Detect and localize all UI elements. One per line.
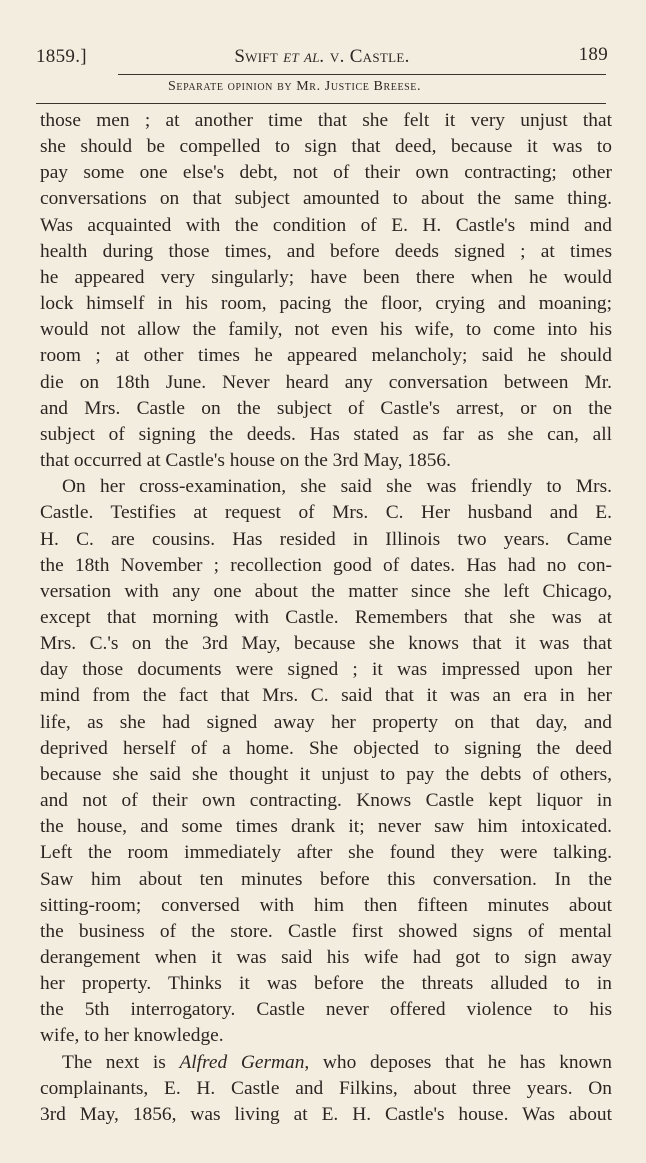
text-line: Was acquainted with the condition of E. H. Castle's mind and <box>40 214 612 236</box>
text-line: would not allow the family, not even his wife, to come into his <box>40 319 612 341</box>
header-year: 1859.] <box>36 46 87 67</box>
text-line: the 18th November ; recollection good of dates. Has had no con- <box>40 554 612 576</box>
text-line: except that morning with Castle. Remembers that she was at <box>40 606 612 628</box>
text-line: pay some one else's debt, not of their own contracting; other <box>40 162 612 184</box>
text-line: conversations on that subject amounted to about the same thing. <box>40 188 612 210</box>
witness-name: Alfred German <box>179 1051 305 1073</box>
text-line: the business of the store. Castle first showed signs of mental <box>40 920 612 942</box>
header-rule <box>118 74 606 75</box>
text-line: and Mrs. Castle on the subject of Castle's arrest, or on the <box>40 397 612 419</box>
text-line: Saw him about ten minutes before this conversation. In the <box>40 868 612 890</box>
text-line: health during those times, and before deeds signed ; at times <box>40 240 612 262</box>
text-line: Left the room immediately after she found they were talking. <box>40 842 612 864</box>
text-line: he appeared very singularly; have been there when he would <box>40 266 612 288</box>
text-line: room ; at other times he appeared melancholy; said he should <box>40 345 612 367</box>
text-line: her property. Thinks it was before the threats alluded to in <box>40 973 612 995</box>
text-line: complainants, E. H. Castle and Filkins, about three years. On <box>40 1077 612 1099</box>
text-line: and not of their own contracting. Knows Castle kept liquor in <box>40 790 612 812</box>
text-line: mind from the fact that Mrs. C. said that it was an era in her <box>40 685 612 707</box>
running-header <box>36 42 608 72</box>
text-line: she should be compelled to sign that deed, because it was to <box>40 136 612 158</box>
text-line: die on 18th June. Never heard any conversation between Mr. <box>40 371 612 393</box>
text-line: sitting-room; conversed with him then fifteen minutes about <box>40 894 612 916</box>
text-line: 3rd May, 1856, was living at E. H. Castle's house. Was about <box>40 1103 612 1125</box>
subheading-rule <box>36 103 606 104</box>
text-line: H. C. are cousins. Has resided in Illinois two years. Came <box>40 528 612 550</box>
text-line: those men ; at another time that she felt it very unjust that <box>40 110 612 131</box>
text-line: life, as she had signed away her property on that day, and <box>40 711 612 733</box>
text-line: because she said she thought it unjust to pay the debts of others, <box>40 763 612 785</box>
text-line: the 5th interrogatory. Castle never offered violence to his <box>40 999 612 1021</box>
text-line: subject of signing the deeds. Has stated as far as she can, all <box>40 423 612 445</box>
text-line: that occurred at Castle's house on the 3rd May, 1856. <box>40 450 451 472</box>
text-line: Castle. Testifies at request of Mrs. C. Her husband and E. <box>40 502 612 524</box>
subheading: Separate opinion by Mr. Justice Breese. <box>168 79 422 94</box>
text-line: wife, to her knowledge. <box>40 1025 224 1047</box>
header-case-title: Swift et al. v. Castle. <box>234 46 410 67</box>
header-page-number: 189 <box>578 44 608 65</box>
body-text <box>40 108 612 1128</box>
text-line: day those documents were signed ; it was impressed upon her <box>40 659 612 681</box>
text-line: lock himself in his room, pacing the floor, crying and moaning; <box>40 293 612 315</box>
text-line: deprived herself of a home. She objected to signing the deed <box>40 737 612 759</box>
text-line: the house, and some times drank it; never saw him intoxicated. <box>40 816 612 838</box>
text-line: On her cross-examination, she said she was friendly to Mrs. <box>62 476 612 498</box>
text-line: The next is Alfred German, who deposes that he has known <box>62 1051 612 1073</box>
text-line: Mrs. C.'s on the 3rd May, because she knows that it was that <box>40 633 612 655</box>
text-line: versation with any one about the matter since she left Chicago, <box>40 580 612 602</box>
text-line: derangement when it was said his wife had got to sign away <box>40 947 612 968</box>
